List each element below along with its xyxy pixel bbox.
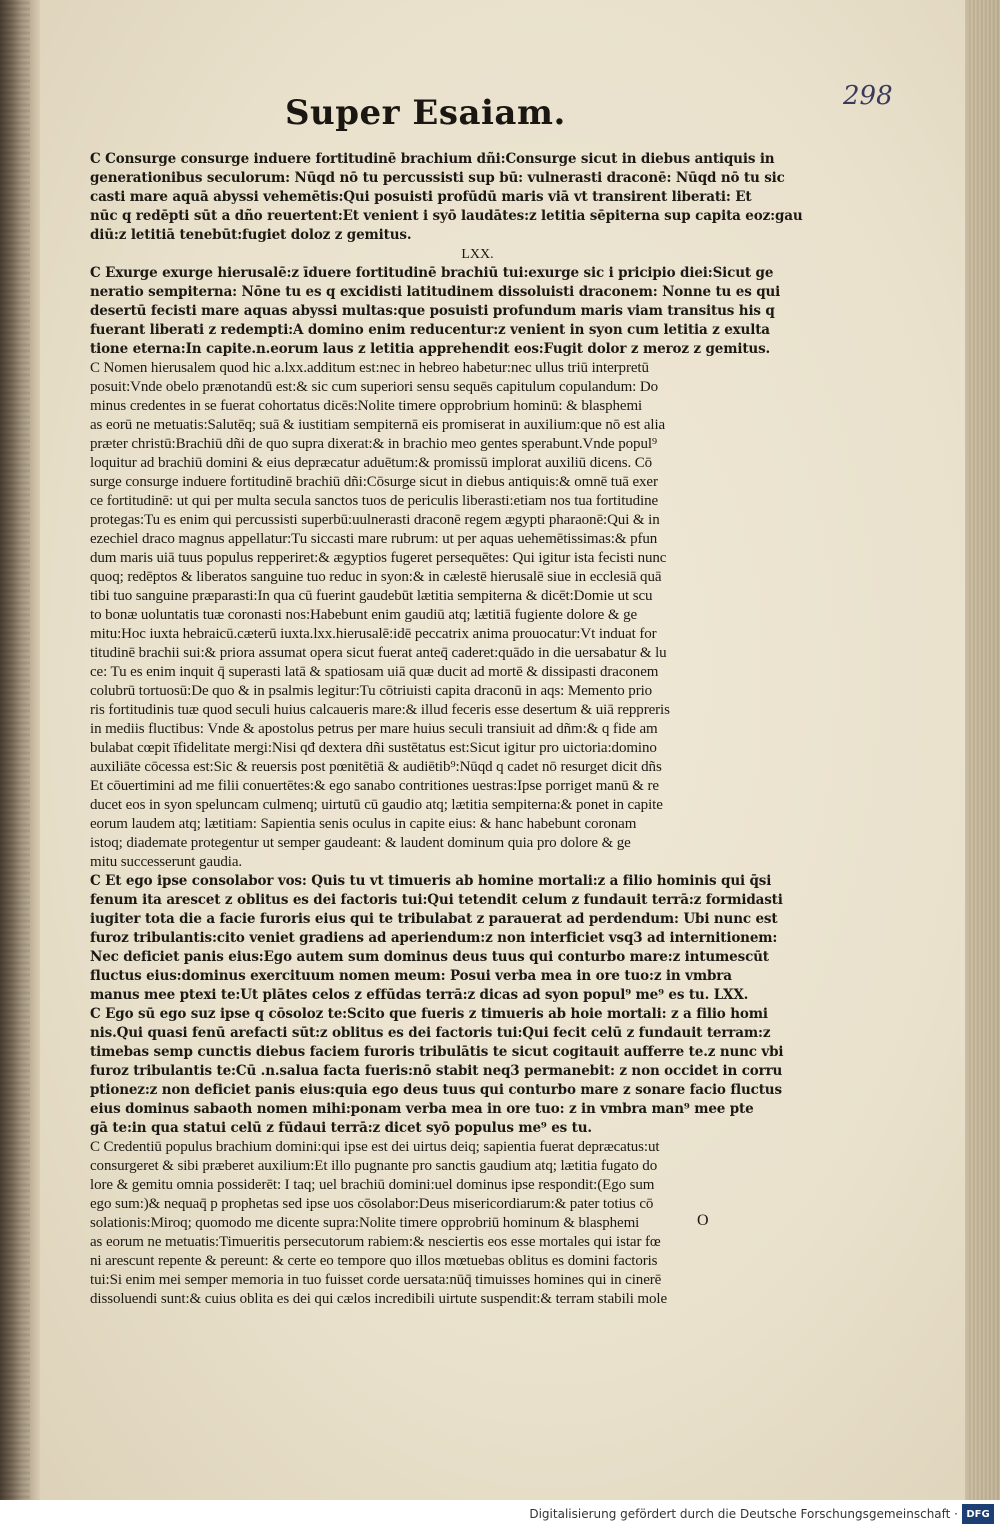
text-line: nūc q redēpti sūt a dño reuertent:Et venient i syō laudātes:z letitia sēpiterna sup capita eoz:gau <box>90 208 803 224</box>
text-line: as eorum ne metuatis:Timueritis persecutorum rabiem:& nesciertis eos esse mortales qui istar fœ <box>90 1234 661 1250</box>
text-line: neratio sempiterna: Nōne tu es q excidisti latitudinem dissoluisti draconem: Nonne tu es qui <box>90 284 781 300</box>
text-line: C Et ego ipse consolabor vos: Quis tu vt timueris ab homine mortali:z a filio hominis qui q̄si <box>90 873 772 889</box>
text-line: colubrū tortuosū:De quo & in psalmis legitur:Tu cōtriuisti capita draconū in aqs: Memento prio <box>90 683 653 699</box>
text-line: casti mare aquā abyssi vehemētis:Qui posuisti profūdū maris viā vt transirent liberati: Et <box>90 189 752 205</box>
text-line: tione eterna:In capite.n.eorum laus z letitia apprehendit eos:Fugit dolor z meroz z gemitus. <box>90 341 771 357</box>
text-line: posuit:Vnde obelo prænotandū est:& sic cum superiori sensu sequēs capitulum copulandum: Do <box>90 379 658 395</box>
running-title: Super Esaiam. <box>285 93 566 133</box>
text-line: dum maris uiā tuus populus repperiret:& ægyptios fugeret persequētes: Qui igitur ista fecisti nunc <box>90 550 667 566</box>
text-line: iugiter tota die a facie furoris eius qui te tribulabat z parauerat ad perdendum: Ubi nunc est <box>90 911 778 927</box>
text-line: solationis:Miroq; quomodo me dicente supra:Nolite timere opprobriū hominum & blasphemi <box>90 1215 640 1231</box>
text-line: C Credentiū populus brachium domini:qui ipse est dei uirtus deiq; sapientia fuerat depræcatus:ut <box>90 1139 660 1155</box>
text-line: nis.Qui quasi fenū arefacti sūt:z oblitus es dei factoris tui:Qui fecit celū z fundauit terram:z <box>90 1025 771 1041</box>
text-block <box>90 150 865 1309</box>
text-line: Et cōuertimini ad me filii conuertētes:& ego sanabo contritiones uestras:Ipse porriget manū & re <box>90 778 659 794</box>
text-line: fuerant liberati z redempti:A domino enim reducentur:z venient in syon cum letitia z exulta <box>90 322 770 338</box>
text-line: quoq; redēptos & liberatos sanguine tuo reduc in syon:& in cælestē hierusalē siue in ecclesiā quā <box>90 569 662 585</box>
text-line: manus mee ptexi te:Ut plātes celos z effūdas terrā:z dicas ad syon popul⁹ me⁹ es tu. LXX. <box>90 987 749 1003</box>
text-line: surge consurge induere fortitudinē brachiū dñi:Cōsurge sicut in diebus antiquis:& omnē tuā exer <box>90 474 658 490</box>
text-line: consurgeret & sibi præberet auxilium:Et illo pugnante pro sanctis gaudium atq; lætitia fugato do <box>90 1158 658 1174</box>
text-line: as eorū ne metuatis:Salutēq; suā & iustitiam sempiternā eis promiserat in auxilium:que nō est alia <box>90 417 666 433</box>
text-line: Nec deficiet panis eius:Ego autem sum dominus deus tuus qui conturbo mare:z intumescūt <box>90 949 769 965</box>
text-line: furoz tribulantis te:Cū .n.salua facta fueris:nō stabit neq3 permanebit: z non occidet in corru <box>90 1063 783 1079</box>
catchword: O <box>697 1212 709 1229</box>
text-line: loquitur ad brachiū domini & eius depræcatur aduētum:& promissū implorat auxiliū dicens. Cō <box>90 455 653 471</box>
text-line: eius dominus sabaoth nomen mihi:ponam verba mea in ore tuo: z in vmbra man⁹ mee pte <box>90 1101 754 1117</box>
text-line: C Consurge consurge induere fortitudinē brachium dñi:Consurge sicut in diebus antiquis in <box>90 151 775 167</box>
text-line: LXX. <box>461 247 494 262</box>
text-line: ducet eos in syon speluncam culmenq; uirtutū cū gaudio atq; lætitia sempiterna:& ponet in capite <box>90 797 663 813</box>
text-line: eorum laudem atq; lætitiam: Sapientia senis oculus in capite eius: & hanc habebunt coronam <box>90 816 637 832</box>
text-line: C Ego sū ego suz ipse q cōsoloz te:Scito que fueris z timueris ab hoie mortali: z a filio homi <box>90 1006 768 1022</box>
text-line: mitu:Hoc iuxta hebraicū.cæterū iuxta.lxx.hierusalē:idē peccatrix anima prouocatur:Vt induat for <box>90 626 657 642</box>
text-line: to bonæ uoluntatis tuæ coronasti nos:Habebunt enim gaudiū atq; lætitiā fugiente dolore & ge <box>90 607 638 623</box>
text-line: fenum ita arescet z oblitus es dei factoris tui:Qui tetendit celum z fundauit terrā:z formidasti <box>90 892 783 908</box>
footer-credit: Digitalisierung gefördert durch die Deutsche Forschungsgemeinschaft · <box>529 1507 958 1521</box>
text-line: C Exurge exurge hierusalē:z īduere fortitudinē brachiū tui:exurge sic i pricipio diei:Sicut ge <box>90 265 774 281</box>
text-line: præter christū:Brachiū dñi de quo supra dixerat:& in brachio meo gentes sperabunt.Vnde popul⁹ <box>90 436 658 452</box>
text-line: auxiliāte cōcessa est:Sic & reuersis post pœnitētiā & audiētib⁹:Nūqd q cadet nō resurget dicit dñs <box>90 759 662 775</box>
text-line: ego sum:)& nequaq̄ p prophetas sed ipse uos cōsolabor:Deus misericordiarum:& pater totius cō <box>90 1196 654 1212</box>
text-line: ris fortitudinis tuæ quod seculi huius calcaueris mare:& illud feceris esse desertum & uiā reppreris <box>90 702 670 718</box>
text-line: furoz tribulantis:cito veniet gradiens ad aperiendum:z non interficiet vsq3 ad internitionem: <box>90 930 778 946</box>
text-line: generationibus seculorum: Nūqd nō tu percussisti sup bū: vulnerasti draconē: Nūqd nō tu sic <box>90 170 785 186</box>
text-line: bulabat cœpit īfidelitate mergi:Nisi qđ dextera dñi sustētatus est:Sicut igitur pro uictoria:domino <box>90 740 657 756</box>
page-edges <box>968 0 1000 1529</box>
text-line: minus credentes in se fuerat cohortatus dicēs:Nolite timere opprobrium hominū: & blasphemi <box>90 398 643 414</box>
text-line: gā te:in qua statui celū z fūdaui terrā:z dicet syō populus me⁹ es tu. <box>90 1120 592 1136</box>
text-line: ezechiel draco magnus appellatur:Tu siccasti mare rubrum: ut per aquas uehemētissimas:& pfun <box>90 531 658 547</box>
text-line: mitu successerunt gaudia. <box>90 854 243 870</box>
text-line: fluctus eius:dominus exercituum nomen meum: Posui verba mea in ore tuo:z in vmbra <box>90 968 732 984</box>
text-line: ptionez:z non deficiet panis eius:quia ego deus tuus qui conturbo mare z sonare facio fluctus <box>90 1082 782 1098</box>
text-line: C Nomen hierusalem quod hic a.lxx.additum est:nec in hebreo habetur:nec ullus triū interpretū <box>90 360 649 376</box>
text-line: timebas semp cunctis diebus faciem furoris tribulātis te sicut cogitauit aufferre te.z nunc vbi <box>90 1044 784 1060</box>
text-line: titudinē brachii sui:& priora assumat opera sicut fuerat anteq̄ caderet:quādo in die uersabatur & lu <box>90 645 667 661</box>
folio-number: 298 <box>843 81 893 111</box>
text-line: diū:z letitiā tenebūt:fugiet doloz z gemitus. <box>90 227 412 243</box>
text-line: ce: Tu es enim inquit q̄ superasti latā & spatiosam uiā quæ ducit ad mortē & dissipasti draconem <box>90 664 659 680</box>
text-line: ce fortitudinē: ut qui per multa secula sanctos tuos de periculis liberasti:etiam nos tua fortitudine <box>90 493 659 509</box>
binding-edge <box>0 0 30 1529</box>
text-line: lore & gemitu omnia possiderēt: I taq; uel brachiū domini:uel dominus ipse respondit:(Ego sum <box>90 1177 655 1193</box>
text-line: dissoluendi sunt:& cuius oblita es dei qui cælos incredibili uirtute suspendit:& terram stabili mole <box>90 1291 668 1307</box>
text-line: tui:Si enim mei semper memoria in tuo fuisset corde uersata:nūq̄ timuisses homines qui in cinerē <box>90 1272 662 1288</box>
text-line: protegas:Tu es enim qui percussisti superbū:uulnerasti draconē regem ægypti pharaonē:Qui & in <box>90 512 660 528</box>
text-line: istoq; diademate protegentur ut semper gaudeant: & laudent dominum quia pro dolore & ge <box>90 835 631 851</box>
text-line: tibi tuo sanguine præparasti:In qua cū fuerint gaudebūt lætitia sempiterna & dicēt:Domie ut scu <box>90 588 653 604</box>
dfg-logo: DFG <box>962 1504 994 1524</box>
text-line: desertū fecisti mare aquas abyssi multas:que posuisti profundum maris viam transitus his q <box>90 303 775 319</box>
text-line: ni arescunt repente & pereunt: & certe eo tempore quo illos mœtuebas oblitus es domini factoris <box>90 1253 658 1269</box>
text-line: in mediis fluctibus: Vnde & apostolus petrus per mare huius seculi transiuit ad dñm:& q fide am <box>90 721 658 737</box>
